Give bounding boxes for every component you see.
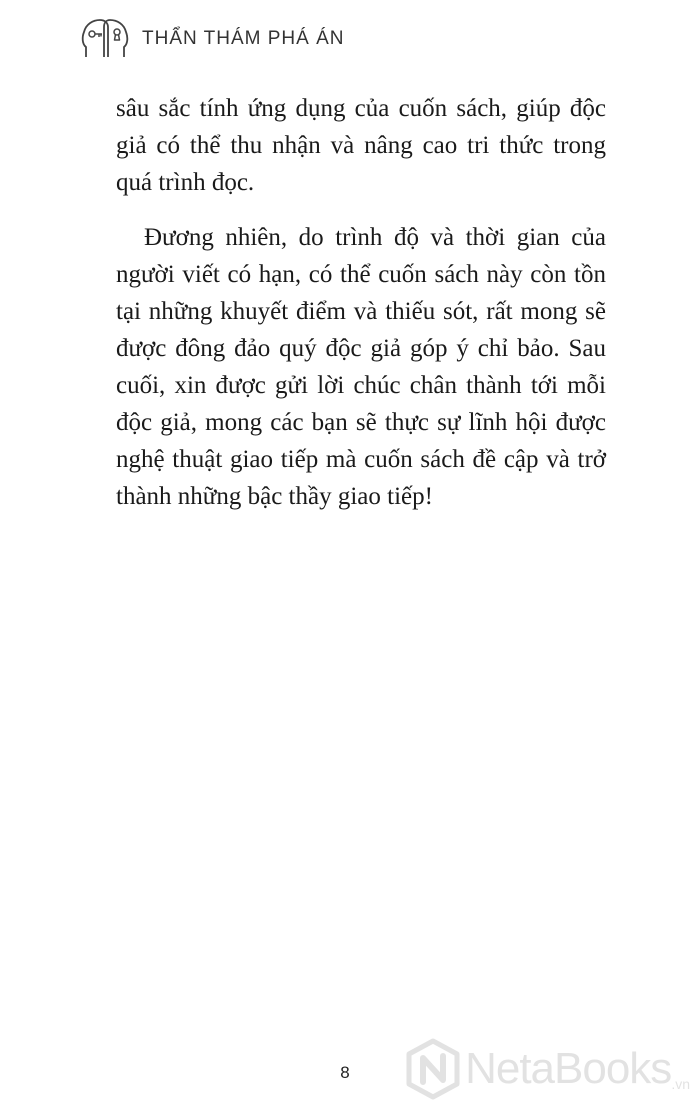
two-heads-key-lock-icon bbox=[80, 17, 130, 61]
running-header-title: THẨN THÁM PHÁ ÁN bbox=[142, 28, 345, 49]
netabooks-logo-icon bbox=[405, 1038, 461, 1100]
netabooks-watermark bbox=[405, 1038, 690, 1100]
body-text bbox=[116, 90, 606, 533]
paragraph-closing: Đương nhiên, do trình độ và thời gian của người viết có hạn, có thể cuốn sách này còn tồn tại những khuyết điểm và thiếu sót, rất mong sẽ được đông đảo quý độc giả góp ý chỉ bảo. Sau cuối, xin được gửi lời chúc chân thành tới mỗi độc giả, mong các bạn sẽ thực sự lĩnh hội được nghệ thuật giao tiếp mà cuốn sách đề cập và trở thành những bậc thầy giao tiếp! bbox=[116, 224, 606, 510]
watermark-suffix: .vn bbox=[671, 1076, 690, 1092]
watermark-brand: NetaBooks bbox=[465, 1044, 672, 1093]
running-header bbox=[80, 14, 345, 64]
page-number: 8 bbox=[340, 1063, 350, 1082]
paragraph-continued: sâu sắc tính ứng dụng của cuốn sách, giúp độc giả có thể thu nhận và nâng cao tri thức trong quá trình đọc. bbox=[116, 95, 606, 196]
